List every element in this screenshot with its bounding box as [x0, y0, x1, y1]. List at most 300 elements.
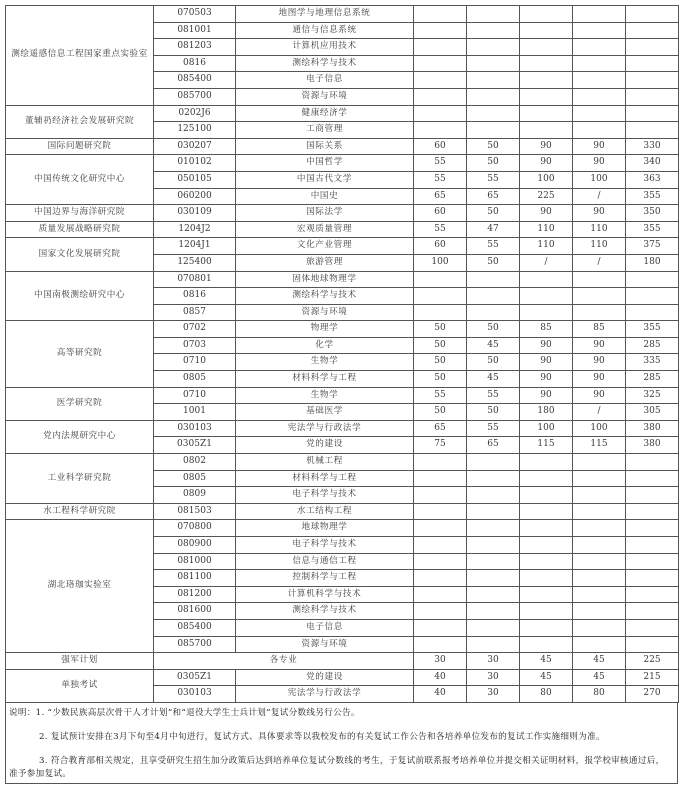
score-cell: 50: [414, 337, 467, 354]
major-name: 测绘科学与技术: [236, 603, 414, 620]
total-score: [626, 586, 679, 603]
major-name: 国际关系: [236, 138, 414, 155]
major-code: 081203: [154, 39, 236, 56]
score-cell: 60: [414, 138, 467, 155]
score-cell: [467, 586, 520, 603]
major-code: 030103: [154, 420, 236, 437]
major-code: 0305Z1: [154, 669, 236, 686]
major-code: 125100: [154, 122, 236, 139]
score-cell: 75: [414, 437, 467, 454]
score-cell: [467, 6, 520, 23]
score-cell: [520, 88, 573, 105]
major-code: 0305Z1: [154, 437, 236, 454]
unit-name: 国家文化发展研究院: [6, 238, 154, 271]
total-score: 375: [626, 238, 679, 255]
major-code: 0809: [154, 487, 236, 504]
score-cell: [467, 55, 520, 72]
score-cell: 110: [573, 238, 626, 255]
score-cell: 65: [414, 188, 467, 205]
score-cell: [520, 288, 573, 305]
score-cell: 50: [467, 138, 520, 155]
table-row: [6, 155, 679, 172]
table-row: [6, 205, 679, 222]
table-row: [6, 503, 679, 520]
score-cell: 90: [573, 337, 626, 354]
unit-name: 医学研究院: [6, 387, 154, 420]
score-cell: [520, 586, 573, 603]
unit-name: 湖北珞珈实验室: [6, 520, 154, 653]
unit-name: 高等研究院: [6, 321, 154, 387]
total-score: 363: [626, 171, 679, 188]
score-cell: [520, 503, 573, 520]
total-score: [626, 122, 679, 139]
total-score: 380: [626, 437, 679, 454]
major-name: 工商管理: [236, 122, 414, 139]
major-name: 党的建设: [236, 437, 414, 454]
table-row: [6, 138, 679, 155]
score-cell: 50: [467, 354, 520, 371]
total-score: [626, 454, 679, 471]
major-code: 010102: [154, 155, 236, 172]
major-code: 1204J1: [154, 238, 236, 255]
major-name: 文化产业管理: [236, 238, 414, 255]
score-cell: 90: [520, 371, 573, 388]
major-name: 信息与通信工程: [236, 553, 414, 570]
total-score: [626, 520, 679, 537]
score-cell: 110: [573, 221, 626, 238]
score-cell: 90: [520, 138, 573, 155]
score-cell: [467, 105, 520, 122]
total-score: [626, 470, 679, 487]
major-name: 中国古代文学: [236, 171, 414, 188]
major-name: 测绘科学与技术: [236, 55, 414, 72]
major-code: 081600: [154, 603, 236, 620]
major-code: 081000: [154, 553, 236, 570]
score-cell: [573, 603, 626, 620]
score-cell: [414, 6, 467, 23]
major-name: 生物学: [236, 387, 414, 404]
unit-name: 国际问题研究院: [6, 138, 154, 155]
table-row: [6, 321, 679, 338]
table-row: [6, 454, 679, 471]
major-code: 0802: [154, 454, 236, 471]
major-code: 0857: [154, 304, 236, 321]
score-cell: [414, 22, 467, 39]
total-score: 355: [626, 321, 679, 338]
table-row: [6, 420, 679, 437]
score-cell: 40: [414, 669, 467, 686]
major-code: 081001: [154, 22, 236, 39]
score-cell: [573, 520, 626, 537]
score-cell: [467, 88, 520, 105]
score-cell: 50: [414, 404, 467, 421]
score-cell: [573, 537, 626, 554]
total-score: [626, 537, 679, 554]
table-row: [6, 520, 679, 537]
total-score: [626, 636, 679, 653]
score-cell: 110: [520, 221, 573, 238]
major-name: 宏观质量管理: [236, 221, 414, 238]
score-cell: [414, 288, 467, 305]
total-score: [626, 288, 679, 305]
total-score: 335: [626, 354, 679, 371]
major-name: 计算机科学与技术: [236, 586, 414, 603]
score-cell: [414, 586, 467, 603]
table-row: [6, 271, 679, 288]
table-row: [6, 238, 679, 255]
major-name: 中国哲学: [236, 155, 414, 172]
major-name: 电子科学与技术: [236, 537, 414, 554]
score-cell: [467, 553, 520, 570]
score-cell: [520, 6, 573, 23]
score-cell: [467, 271, 520, 288]
total-score: 285: [626, 337, 679, 354]
score-cell: [520, 271, 573, 288]
major-code: 0202J6: [154, 105, 236, 122]
major-code: 0816: [154, 55, 236, 72]
score-cell: [573, 6, 626, 23]
score-cell: 55: [467, 387, 520, 404]
score-cell: [414, 503, 467, 520]
unit-name: 中国传统文化研究中心: [6, 155, 154, 205]
score-cell: [520, 122, 573, 139]
unit-name: 强军计划: [6, 653, 154, 670]
score-cell: [520, 537, 573, 554]
score-cell: 100: [414, 254, 467, 271]
score-cell: [573, 122, 626, 139]
score-cell: 90: [520, 155, 573, 172]
score-cell: [520, 553, 573, 570]
score-cell: /: [573, 188, 626, 205]
total-score: 285: [626, 371, 679, 388]
major-name: 资源与环境: [236, 304, 414, 321]
note-3: 3. 符合教育部相关规定，且享受研究生招生加分政策后达到培养单位复试分数线的考生，于复试前联系报考培养单位并提交相关证明材料，报学校审核通过后，准予参加复试。: [9, 755, 665, 779]
major-name: 电子信息: [236, 72, 414, 89]
major-code: 030103: [154, 686, 236, 703]
major-code: 0805: [154, 371, 236, 388]
table-body: [6, 6, 679, 703]
major-code: 081100: [154, 570, 236, 587]
score-cell: 90: [520, 337, 573, 354]
score-cell: [520, 39, 573, 56]
score-cell: [520, 570, 573, 587]
score-cell: 50: [414, 371, 467, 388]
score-cell: [467, 570, 520, 587]
score-cell: 90: [520, 387, 573, 404]
major-name: 材料科学与工程: [236, 470, 414, 487]
total-score: [626, 22, 679, 39]
score-cell: 40: [414, 686, 467, 703]
major-name: 资源与环境: [236, 636, 414, 653]
score-cell: [414, 636, 467, 653]
major-name: 固体地球物理学: [236, 271, 414, 288]
major-code: 081200: [154, 586, 236, 603]
major-code: 0816: [154, 288, 236, 305]
score-cell: [520, 105, 573, 122]
major-code: 0710: [154, 354, 236, 371]
major-name: 国际法学: [236, 205, 414, 222]
score-cell: [414, 619, 467, 636]
major-code: 030207: [154, 138, 236, 155]
score-cell: 50: [414, 321, 467, 338]
table-row: [6, 669, 679, 686]
score-cell: [573, 487, 626, 504]
major-code: 0703: [154, 337, 236, 354]
score-cell: 55: [414, 221, 467, 238]
score-cell: /: [573, 254, 626, 271]
score-cell: [467, 72, 520, 89]
total-score: 340: [626, 155, 679, 172]
score-cell: 90: [573, 354, 626, 371]
score-cell: [414, 304, 467, 321]
major-code: 085400: [154, 72, 236, 89]
total-score: 325: [626, 387, 679, 404]
unit-name: 工业科学研究院: [6, 454, 154, 504]
score-cell: 55: [467, 420, 520, 437]
total-score: 225: [626, 653, 679, 670]
score-cell: [414, 537, 467, 554]
major-code: 0710: [154, 387, 236, 404]
total-score: [626, 6, 679, 23]
major-name: 地球物理学: [236, 520, 414, 537]
score-cell: 115: [573, 437, 626, 454]
score-cell: [573, 88, 626, 105]
score-cell: [573, 105, 626, 122]
unit-name: 中国南极测绘研究中心: [6, 271, 154, 321]
note-1: 说明：1. “少数民族高层次骨干人才计划”和“退役大学生士兵计划”复试分数线另行公告。: [9, 707, 360, 718]
score-cell: 90: [573, 138, 626, 155]
score-cell: [467, 619, 520, 636]
score-cell: 80: [573, 686, 626, 703]
score-cell: 30: [467, 653, 520, 670]
major-code: 085400: [154, 619, 236, 636]
score-cell: 50: [467, 404, 520, 421]
notes-section: [5, 703, 678, 784]
major-name: 宪法学与行政法学: [236, 420, 414, 437]
score-cell: 55: [414, 155, 467, 172]
score-cell: [414, 88, 467, 105]
score-cell: 50: [467, 205, 520, 222]
score-cell: [467, 304, 520, 321]
major-code: 125400: [154, 254, 236, 271]
score-cell: 50: [414, 354, 467, 371]
score-cell: [573, 288, 626, 305]
unit-name: 董辅礽经济社会发展研究院: [6, 105, 154, 138]
score-cell: 100: [520, 171, 573, 188]
major-name: 中国史: [236, 188, 414, 205]
table-row: [6, 653, 679, 670]
score-cell: [467, 470, 520, 487]
major-name: 计算机应用技术: [236, 39, 414, 56]
score-cell: [573, 586, 626, 603]
major-code: 085700: [154, 636, 236, 653]
score-cell: [573, 503, 626, 520]
score-cell: 90: [573, 371, 626, 388]
note-2: 2. 复试预计安排在3月下旬至4月中旬进行，复试方式、具体要求等以我校发布的有关复试工作公告和各培养单位发布的复试工作实施细则为准。: [39, 731, 605, 742]
major-name: 旅游管理: [236, 254, 414, 271]
total-score: 180: [626, 254, 679, 271]
total-score: [626, 55, 679, 72]
score-cell: [520, 55, 573, 72]
score-cell: [414, 39, 467, 56]
score-cell: 30: [467, 669, 520, 686]
score-cell: [467, 39, 520, 56]
total-score: 305: [626, 404, 679, 421]
major-name: 宪法学与行政法学: [236, 686, 414, 703]
major-name: 物理学: [236, 321, 414, 338]
total-score: [626, 88, 679, 105]
major-name: 通信与信息系统: [236, 22, 414, 39]
score-cell: [414, 520, 467, 537]
major-name: 资源与环境: [236, 88, 414, 105]
score-cell: [414, 470, 467, 487]
score-cell: [573, 454, 626, 471]
unit-name: 中国边界与海洋研究院: [6, 205, 154, 222]
major-name: 健康经济学: [236, 105, 414, 122]
total-score: [626, 304, 679, 321]
score-cell: [414, 570, 467, 587]
major-code: 070503: [154, 6, 236, 23]
score-cell: 100: [573, 420, 626, 437]
score-cell: [414, 72, 467, 89]
table-row: [6, 387, 679, 404]
score-cell: [520, 520, 573, 537]
score-cell: [520, 454, 573, 471]
score-cell: 55: [414, 171, 467, 188]
score-cell: [414, 487, 467, 504]
major-name: 生物学: [236, 354, 414, 371]
score-cell: 30: [467, 686, 520, 703]
major-code: 085700: [154, 88, 236, 105]
score-cell: 47: [467, 221, 520, 238]
score-cell: 225: [520, 188, 573, 205]
major-name: 电子科学与技术: [236, 487, 414, 504]
total-score: [626, 487, 679, 504]
major-code: 060200: [154, 188, 236, 205]
total-score: 355: [626, 221, 679, 238]
score-cell: [520, 304, 573, 321]
score-cell: [467, 288, 520, 305]
score-cell: 50: [467, 155, 520, 172]
score-cell: 110: [520, 238, 573, 255]
score-cell: 65: [414, 420, 467, 437]
major-code: 030109: [154, 205, 236, 222]
score-line-document: [5, 5, 678, 784]
score-cell: 55: [467, 238, 520, 255]
score-cell: [467, 636, 520, 653]
score-cell: 45: [573, 669, 626, 686]
major-name: 测绘科学与技术: [236, 288, 414, 305]
total-score: 270: [626, 686, 679, 703]
major-name: 党的建设: [236, 669, 414, 686]
score-cell: [520, 22, 573, 39]
table-row: [6, 221, 679, 238]
score-cell: [467, 603, 520, 620]
total-score: 215: [626, 669, 679, 686]
score-cell: 115: [520, 437, 573, 454]
score-line-table: [5, 5, 679, 703]
total-score: [626, 603, 679, 620]
score-cell: 85: [573, 321, 626, 338]
score-cell: [573, 55, 626, 72]
total-score: [626, 39, 679, 56]
score-cell: 90: [520, 354, 573, 371]
major-name: 电子信息: [236, 619, 414, 636]
unit-name: 质量发展战略研究院: [6, 221, 154, 238]
score-cell: 100: [520, 420, 573, 437]
total-score: 380: [626, 420, 679, 437]
score-cell: [414, 454, 467, 471]
score-cell: 55: [467, 171, 520, 188]
score-cell: 90: [520, 205, 573, 222]
score-cell: 80: [520, 686, 573, 703]
score-cell: 30: [414, 653, 467, 670]
score-cell: [467, 122, 520, 139]
major-name: 水工结构工程: [236, 503, 414, 520]
score-cell: [414, 603, 467, 620]
score-cell: 50: [467, 254, 520, 271]
score-cell: [467, 537, 520, 554]
major-code: 1204J2: [154, 221, 236, 238]
score-cell: [467, 22, 520, 39]
total-score: [626, 553, 679, 570]
major-code: 0702: [154, 321, 236, 338]
score-cell: [520, 636, 573, 653]
major-name: 控制科学与工程: [236, 570, 414, 587]
score-cell: 180: [520, 404, 573, 421]
score-cell: [573, 553, 626, 570]
major-name: 地图学与地理信息系统: [236, 6, 414, 23]
total-score: [626, 503, 679, 520]
major-name: 化学: [236, 337, 414, 354]
major-code: 0805: [154, 470, 236, 487]
score-cell: [573, 570, 626, 587]
score-cell: 100: [573, 171, 626, 188]
score-cell: /: [573, 404, 626, 421]
total-score: 350: [626, 205, 679, 222]
score-cell: [573, 470, 626, 487]
score-cell: [520, 72, 573, 89]
total-score: 355: [626, 188, 679, 205]
total-score: 330: [626, 138, 679, 155]
major-name: 基础医学: [236, 404, 414, 421]
score-cell: [520, 603, 573, 620]
score-cell: [573, 304, 626, 321]
score-cell: 60: [414, 238, 467, 255]
score-cell: 60: [414, 205, 467, 222]
table-row: [6, 105, 679, 122]
score-cell: [573, 271, 626, 288]
score-cell: 45: [520, 653, 573, 670]
score-cell: [414, 271, 467, 288]
major-code: 050105: [154, 171, 236, 188]
major-code: 070800: [154, 520, 236, 537]
score-cell: 65: [467, 188, 520, 205]
score-cell: 85: [520, 321, 573, 338]
score-cell: [414, 105, 467, 122]
score-cell: 45: [467, 371, 520, 388]
unit-name: 测绘遥感信息工程国家重点实验室: [6, 6, 154, 106]
total-score: [626, 570, 679, 587]
major-name: 机械工程: [236, 454, 414, 471]
total-score: [626, 105, 679, 122]
score-cell: [414, 122, 467, 139]
unit-name: 单独考试: [6, 669, 154, 702]
score-cell: [467, 487, 520, 504]
score-cell: 45: [573, 653, 626, 670]
score-cell: [520, 619, 573, 636]
total-score: [626, 271, 679, 288]
